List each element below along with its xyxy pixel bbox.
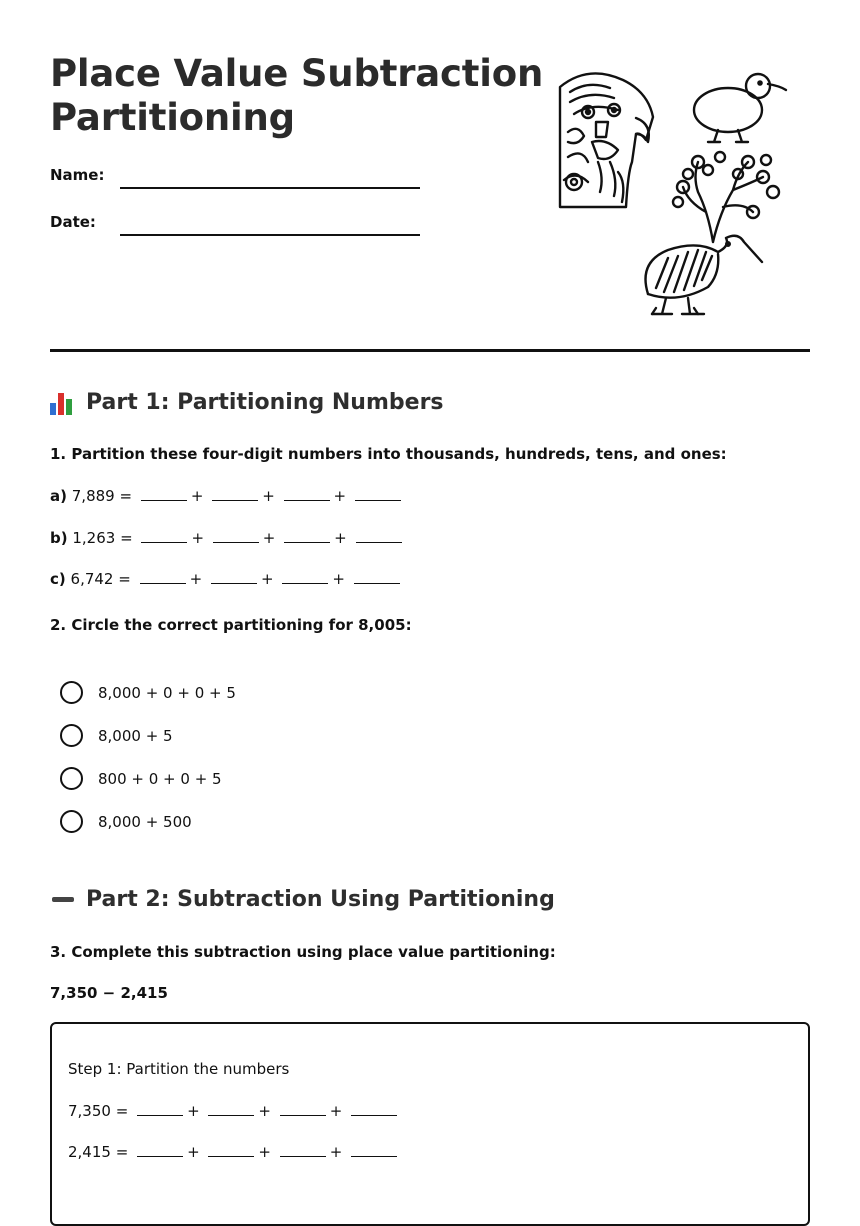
answer-blank[interactable] [140, 582, 186, 584]
title-line-1: Place Value Subtraction [50, 52, 544, 95]
date-label: Date: [50, 213, 96, 231]
part2-heading [50, 887, 555, 912]
answer-blank[interactable] [351, 1114, 397, 1116]
date-field[interactable] [120, 234, 420, 236]
subtraction-problem: 7,350 − 2,415 [50, 984, 168, 1002]
question-2: 2. Circle the correct partitioning for 8,005: [50, 616, 412, 634]
answer-blank[interactable] [137, 1155, 183, 1157]
item-number: 6,742 = [70, 570, 131, 588]
part1-heading-text: Part 1: Partitioning Numbers [86, 390, 444, 415]
option-1[interactable] [60, 681, 236, 704]
answer-blank[interactable] [355, 499, 401, 501]
name-label: Name: [50, 166, 105, 184]
option-label: 8,000 + 500 [98, 812, 192, 831]
item-number: 1,263 = [72, 529, 133, 547]
minus-icon [52, 897, 74, 902]
page-title [50, 52, 543, 140]
radio-circle-icon[interactable] [60, 724, 83, 747]
q1-item-b: b) 1,263 = + + + [50, 529, 406, 547]
answer-blank[interactable] [280, 1114, 326, 1116]
answer-blank[interactable] [356, 541, 402, 543]
option-3[interactable] [60, 767, 222, 790]
q1-item-c: c) 6,742 = + + + [50, 570, 404, 588]
item-number: 7,889 = [71, 487, 133, 505]
large-kiwi-icon [646, 236, 763, 314]
partition-line-1: 7,350 = + + + [68, 1102, 401, 1120]
item-letter: c) [50, 570, 66, 588]
answer-blank[interactable] [213, 541, 259, 543]
name-field[interactable] [120, 187, 420, 189]
answer-blank[interactable] [354, 582, 400, 584]
option-label: 8,000 + 5 [98, 726, 173, 745]
answer-blank[interactable] [284, 499, 330, 501]
answer-blank[interactable] [282, 582, 328, 584]
section-divider [50, 349, 810, 352]
answer-blank[interactable] [137, 1114, 183, 1116]
answer-blank[interactable] [208, 1114, 254, 1116]
item-letter: a) [50, 487, 67, 505]
maori-kiwi-illustration [548, 62, 798, 320]
part1-heading [50, 390, 444, 415]
option-label: 8,000 + 0 + 0 + 5 [98, 683, 236, 702]
radio-circle-icon[interactable] [60, 810, 83, 833]
option-4[interactable] [60, 810, 192, 833]
step-1-label: Step 1: Partition the numbers [68, 1060, 290, 1078]
option-2[interactable] [60, 724, 173, 747]
carved-totem-icon [560, 73, 653, 207]
radio-circle-icon[interactable] [60, 681, 83, 704]
answer-blank[interactable] [208, 1155, 254, 1157]
answer-blank[interactable] [212, 499, 258, 501]
answer-blank[interactable] [141, 499, 187, 501]
answer-blank[interactable] [284, 541, 330, 543]
option-label: 800 + 0 + 0 + 5 [98, 769, 222, 788]
question-3: 3. Complete this subtraction using place value partitioning: [50, 943, 556, 961]
part2-heading-text: Part 2: Subtraction Using Partitioning [86, 887, 555, 912]
answer-blank[interactable] [351, 1155, 397, 1157]
answer-blank[interactable] [211, 582, 257, 584]
title-line-2: Partitioning [50, 96, 295, 139]
answer-blank[interactable] [280, 1155, 326, 1157]
bar-chart-icon [50, 391, 76, 415]
item-letter: b) [50, 529, 68, 547]
answer-blank[interactable] [141, 541, 187, 543]
radio-circle-icon[interactable] [60, 767, 83, 790]
working-box [50, 1022, 810, 1226]
tree-icon [673, 152, 779, 242]
q1-item-a: a) 7,889 = + + + [50, 487, 405, 505]
question-1: 1. Partition these four-digit numbers into thousands, hundreds, tens, and ones: [50, 445, 727, 463]
kiwi-bird-icon [694, 74, 786, 142]
partition-line-2: 2,415 = + + + [68, 1143, 401, 1161]
